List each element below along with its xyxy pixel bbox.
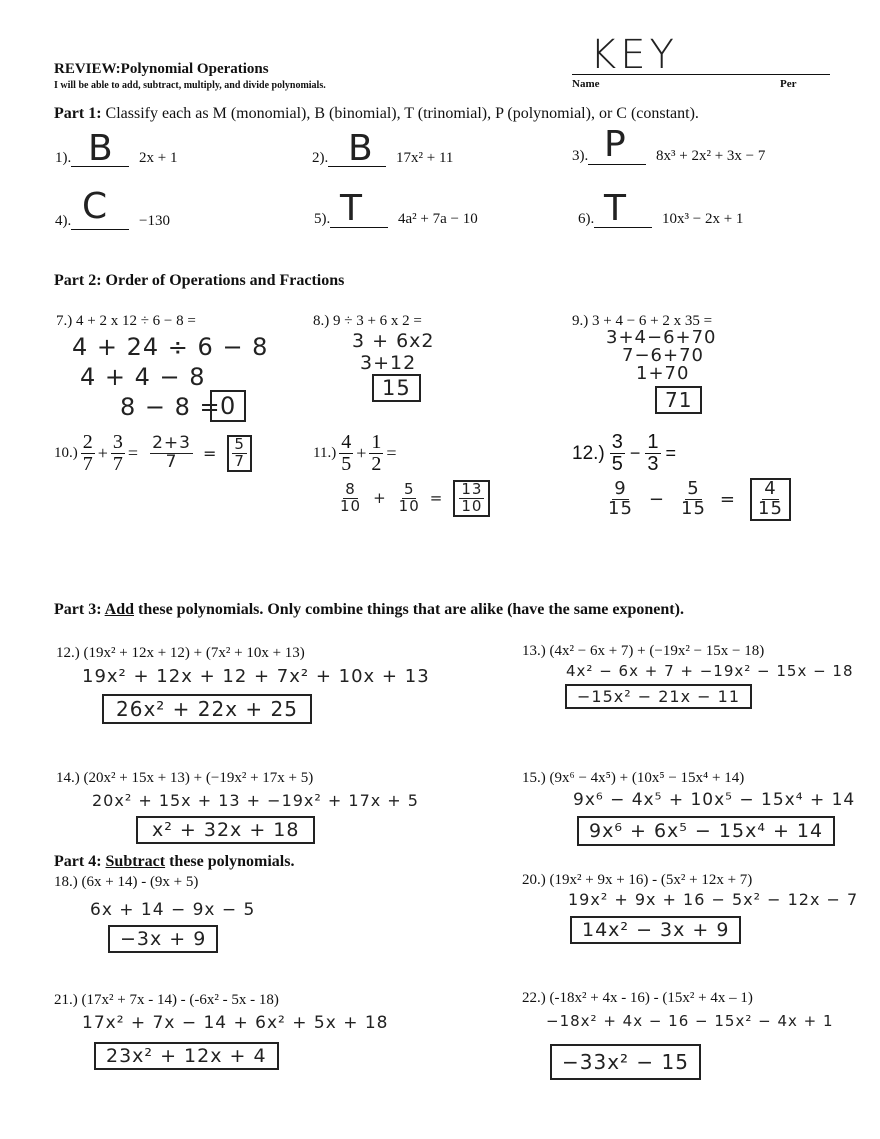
answer-box [750,478,791,521]
per-label: Per [780,78,797,90]
fraction [369,432,383,475]
work-step: 3+12 [360,352,417,374]
work-step: 4 + 24 ÷ 6 − 8 [72,333,269,361]
numerator: 5 [403,480,415,498]
problem-7: 7.) 4 + 2 x 12 ÷ 6 − 8 = [56,313,196,329]
expression: 4a² + 7a − 10 [398,211,478,227]
problem-p4-22: 22.) (-18x² + 4x - 16) - (15x² + 4x – 1) [522,990,753,1006]
denominator: 15 [681,497,706,519]
answer-box: 15 [372,374,421,402]
numerator: 1 [371,431,382,453]
work-line: 17x² + 7x − 14 + 6x² + 5x + 18 [82,1013,389,1033]
numerator: 2 [82,431,93,453]
problem-number: 11.) [313,445,337,461]
denominator: 2 [371,453,382,475]
numerator: 13 [461,480,483,498]
answer-box: 9x⁶ + 6x⁵ − 15x⁴ + 14 [577,816,835,846]
problem-number: 6). [578,211,595,227]
answer-box: 26x² + 22x + 25 [102,694,312,724]
work-fraction [150,435,193,472]
handwritten-answer: B [348,128,374,169]
problem-12-work: $\frac{9}{15}$ − $\frac{5}{15}$ = $\frac{4}{15}$ [606,478,793,521]
handwritten-answer: B [88,128,114,169]
answer-box: −33x² − 15 [550,1044,701,1080]
name-label: Name [572,78,600,90]
denominator: 5 [611,453,623,475]
expression: 17x² + 11 [396,150,454,166]
handwritten-answer: T [340,188,363,229]
name-line [572,74,830,75]
work-fraction [340,482,361,515]
fraction [339,432,353,475]
p1-problem-4 [55,213,170,230]
denominator: 7 [112,453,123,475]
work-fraction [608,480,633,519]
problem-number: 2). [312,150,329,166]
numerator: 8 [345,480,356,498]
work-fraction [399,482,420,515]
denominator: 10 [398,496,420,515]
p1-problem-2 [312,150,453,167]
page-title: REVIEW:Polynomial Operations [54,61,269,77]
numerator: 2+3 [152,433,191,454]
problem-p3-13: 13.) (4x² − 6x + 7) + (−19x² − 15x − 18) [522,643,765,659]
problem-p4-18: 18.) (6x + 14) - (9x + 5) [54,874,199,890]
operator: + [356,443,367,463]
expression: 8x³ + 2x² + 3x − 7 [656,148,766,164]
part4-heading-text: these polynomials. [165,853,295,870]
p1-problem-6 [578,211,743,228]
expression: −130 [139,213,170,229]
part3-heading-text: these polynomials. Only combine things that are alike (have the same exponent). [134,601,684,618]
equals: = [127,443,139,463]
objective-text: I will be able to add, subtract, multiply, and divide polynomials. [54,80,326,91]
p1-problem-5 [314,211,478,228]
work-line: 6x + 14 − 9x − 5 [90,900,256,920]
numerator: 5 [687,478,700,499]
denominator: 10 [340,496,362,515]
problem-9: 9.) 3 + 4 − 6 + 2 x 35 = [572,313,713,329]
work-step: 1+70 [636,363,690,384]
work-line: 19x² + 9x + 16 − 5x² − 12x − 7 [568,890,859,909]
denominator: 15 [758,497,783,519]
problem-10: 10.) $\frac{2}{7}$ + $\frac{3}{7}$ = $\frac{2+3}{7}$ = $\frac{5}{7}$ [54,432,254,475]
part1-heading-label: Part 1: [54,105,102,122]
work-step: 8 − 8 = [120,393,221,421]
operator: − [648,488,665,510]
work-line: 4x² − 6x + 7 + −19x² − 15x − 18 [566,662,854,680]
handwritten-answer: P [604,124,627,165]
answer-box: 71 [655,386,702,414]
handwritten-answer: C [82,186,109,227]
work-line: 9x⁶ − 4x⁵ + 10x⁵ − 15x⁴ + 14 [573,790,856,810]
problem-number: 10.) [54,445,78,461]
part4-heading [54,853,294,871]
numerator: 9 [614,478,627,499]
denominator: 5 [341,453,352,475]
p1-problem-1 [55,150,177,167]
problem-p3-14: 14.) (20x² + 15x + 13) + (−19x² + 17x + 5) [56,770,314,786]
work-step: 3 + 6x2 [352,330,435,352]
problem-p4-21: 21.) (17x² + 7x - 14) - (-6x² - 5x - 18) [54,992,279,1008]
answer-box: −3x + 9 [108,925,218,953]
problem-number: 12.) [572,442,605,464]
problem-number: 1). [55,150,72,166]
answer-box: −15x² − 21x − 11 [565,684,752,709]
problem-p3-15: 15.) (9x⁶ − 4x⁵) + (10x⁵ − 15x⁴ + 14) [522,770,745,786]
work-fraction [681,480,706,519]
fraction [645,432,660,475]
problem-8: 8.) 9 ÷ 3 + 6 x 2 = [313,313,422,329]
fraction [610,432,625,475]
work-step: 4 + 4 − 8 [80,363,206,391]
numerator: 3 [611,431,623,453]
part4-heading-label: Part 4: [54,853,106,870]
answer-box [227,435,252,472]
work-line: 19x² + 12x + 12 + 7x² + 10x + 13 [82,666,430,687]
numerator: 4 [341,431,352,453]
part1-heading-text: Classify each as M (monomial), B (binomial), T (trinomial), P (polynomial), or C (constant). [105,105,699,122]
operator: + [97,443,108,463]
work-line: −18x² + 4x − 16 − 15x² − 4x + 1 [546,1012,834,1030]
key-label: KEY [590,32,678,78]
operator: − [629,443,641,463]
handwritten-answer: T [604,188,627,229]
numerator: 1 [647,431,659,453]
expression: 2x + 1 [139,150,178,166]
answer-box: 0 [210,390,246,422]
work-line: 20x² + 15x + 13 + −19x² + 17x + 5 [92,791,419,810]
problem-11 [313,432,397,475]
numerator: 5 [234,435,245,454]
denominator: 7 [165,452,178,472]
equals: = [386,443,397,463]
problem-number: 5). [314,211,331,227]
fraction [81,432,95,475]
problem-12-fractions [572,432,676,475]
part3-heading [54,601,684,619]
part1-heading [54,105,699,123]
denominator: 10 [461,496,483,515]
numerator: 3 [112,431,123,453]
work-step: 7−6+70 [622,345,704,366]
expression: 10x³ − 2x + 1 [662,211,744,227]
problem-11-work: $\frac{8}{10}$ + $\frac{5}{10}$ = $\frac{13}{10}$ [338,480,492,517]
denominator: 15 [608,497,633,519]
denominator: 7 [82,453,93,475]
numerator: 4 [764,478,777,499]
work-step: 3+4−6+70 [606,327,717,348]
denominator: 3 [647,453,659,475]
part4-heading-keyword: Subtract [105,853,166,870]
problem-number: 4). [55,213,72,229]
fraction [111,432,125,475]
problem-number: 3). [572,148,589,164]
part3-heading-label: Part 3: [54,601,105,618]
answer-box [453,480,490,517]
part2-heading: Part 2: Order of Operations and Fractions [54,272,345,289]
operator: + [373,489,387,508]
answer-box: x² + 32x + 18 [136,816,315,844]
part3-heading-keyword: Add [104,601,135,618]
denominator: 7 [234,452,245,470]
answer-box: 23x² + 12x + 4 [94,1042,279,1070]
equals: = [665,443,677,463]
p1-problem-3 [572,148,765,165]
answer-box: 14x² − 3x + 9 [570,916,741,944]
problem-p4-20: 20.) (19x² + 9x + 16) - (5x² + 12x + 7) [522,872,753,888]
problem-p3-12: 12.) (19x² + 12x + 12) + (7x² + 10x + 13) [56,645,305,661]
